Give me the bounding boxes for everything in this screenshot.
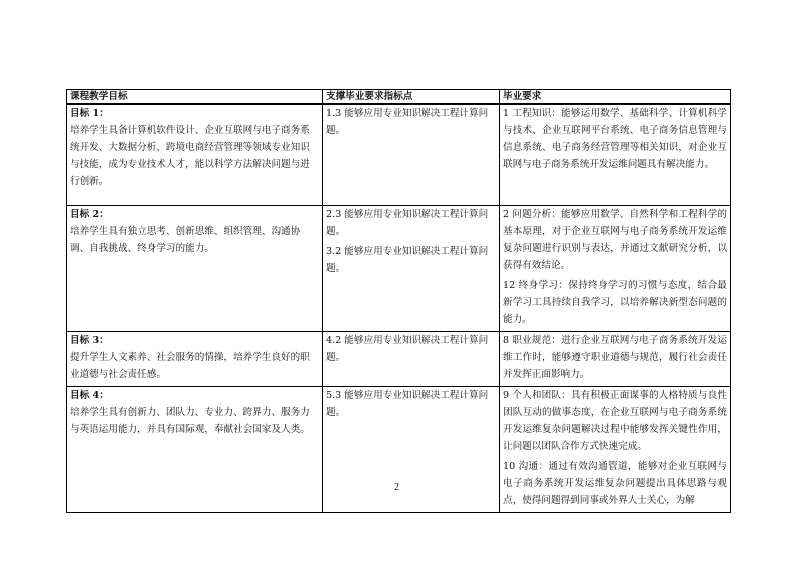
objective-cell (67, 387, 323, 513)
objective-cell (67, 332, 323, 387)
graduation-requirement: 8 职业规范：进行企业互联网与电子商务系统开发运维工作时，能够遵守职业道德与规范，履行社会责任并发挥正面影响力。 (503, 335, 727, 380)
objective-text: 培养学生具有创新力、团队力、专业力、跨界力、服务力与英语运用能力，并具有国际观，奉献社会国家及人类。 (70, 407, 310, 435)
graduation-requirement: 12 终身学习：保持终身学习的习惯与态度，结合最新学习工具持续自我学习，以培养解决新型态问题的能力。 (503, 280, 727, 325)
indicator-cell (323, 104, 500, 206)
objective-title: 目标 4： (70, 390, 109, 401)
indicator-cell (323, 206, 500, 332)
objective-title: 目标 2： (70, 209, 109, 220)
graduation-requirement: 1 工程知识：能够运用数学、基础科学、计算机科学与技术、企业互联网平台系统、电子商务信息管理与信息系统、电子商务经营管理等相关知识，对企业互联网与电子商务系统开发运维问题具有解决能力。 (503, 108, 727, 170)
header-course-objective: 课程教学目标 (67, 90, 323, 105)
header-graduation-requirement: 毕业要求 (500, 90, 731, 105)
indicator-cell (323, 387, 500, 513)
indicator-point: 4.2 能够应用专业知识解决工程计算问题。 (326, 335, 489, 363)
objective-cell (67, 206, 323, 332)
objective-text: 培养学生具备计算机软件设计、企业互联网与电子商务系统开发、大数据分析、跨境电商经营管理等领域专业知识与技能，成为专业技术人才，能以科学方法解决问题与进行创新。 (70, 125, 310, 187)
table-row (67, 206, 731, 332)
requirement-cell (500, 387, 731, 513)
indicator-point: 5.3 能够应用专业知识解决工程计算问题。 (326, 390, 489, 418)
header-indicator-point: 支撑毕业要求指标点 (323, 90, 500, 105)
indicator-cell (323, 332, 500, 387)
page-number: 2 (394, 482, 399, 493)
requirement-cell (500, 104, 731, 206)
objective-cell (67, 104, 323, 206)
requirement-cell (500, 332, 731, 387)
table-row (67, 104, 731, 206)
graduation-requirement: 10 沟通：通过有效沟通管道，能够对企业互联网与电子商务系统开发运维复杂问题提出具体思路与观点，使得问题得到同事或外界人士关心，为解 (503, 461, 727, 506)
objective-title: 目标 3： (70, 335, 109, 346)
graduation-requirement: 2 问题分析：能够应用数学、自然科学和工程科学的基本原理，对于企业互联网与电子商务系统开发运维复杂问题进行识别与表达，并通过文献研究分析，以获得有效结论。 (503, 209, 727, 271)
table-row (67, 387, 731, 513)
table-row (67, 332, 731, 387)
table-header-row (67, 90, 731, 105)
graduation-requirement: 9 个人和团队：具有积极正面谋事的人格特质与良性团队互动的做事态度，在企业互联网与电子商务系统开发运维复杂问题解决过程中能够发挥关键性作用，让问题以团队合作方式快速完成。 (503, 390, 727, 452)
requirement-cell (500, 206, 731, 332)
course-objectives-table (66, 89, 731, 513)
indicator-point: 3.2 能够应用专业知识解决工程计算问题。 (326, 246, 489, 274)
indicator-point: 2.3 能够应用专业知识解决工程计算问题。 (326, 209, 489, 237)
indicator-point: 1.3 能够应用专业知识解决工程计算问题。 (326, 108, 489, 136)
objective-title: 目标 1： (70, 108, 109, 119)
objective-text: 培养学生具有独立思考、创新思维、组织管理、沟通协调、自我挑战、终身学习的能力。 (70, 226, 301, 254)
objective-text: 提升学生人文素养、社会服务的情操，培养学生良好的职业道德与社会责任感。 (70, 352, 310, 380)
